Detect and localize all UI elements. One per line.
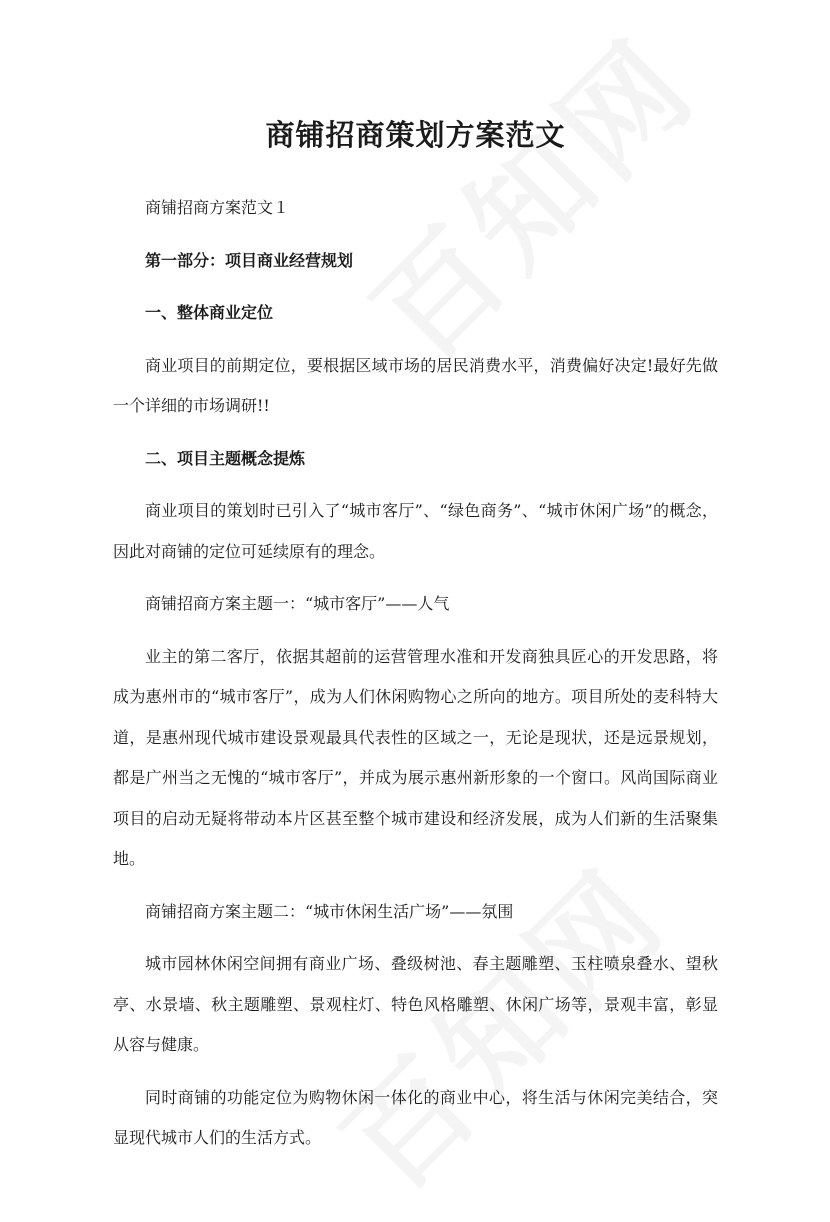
paragraph-theme-one: 商铺招商方案主题一：“城市客厅”——人气 [145,594,450,613]
heading-section-one: 一、整体商业定位 [145,303,274,322]
paragraph-theme-one-body: 业主的第二客厅，依据其超前的运营管理水准和开发商独具匠心的开发思路，将成为惠州市的“城市客厅”，成为人们休闲购物心之所向的地方。项目所处的麦科特大道，是惠州现代城市建设景观最具代表性的区域之一，无论是现状，还是远景规划，都是广州当之无愧的“城市客厅”，并成为展示惠州新形象的一个窗口。风尚国际商业项目的启动无疑将带动本片区甚至整个城市建设和经济发展，成为人们新的生活聚集地。 [113,646,718,868]
heading-section-two: 二、项目主题概念提炼 [145,448,306,468]
paragraph-intro: 商铺招商方案范文１ [145,198,290,217]
heading-part-one: 第一部分：项目商业经营规划 [145,250,354,270]
document-page [113,112,718,1159]
paragraph-function: 同时商铺的功能定位为购物休闲一体化的商业中心，将生活与休闲完美结合，突显现代城市人们的生活方式。 [113,1087,718,1147]
paragraph-positioning: 商业项目的前期定位，要根据区域市场的居民消费水平，消费偏好决定!最好先做一个详细的市场调研!! [113,355,718,415]
document-title: 商铺招商策划方案范文 [265,118,566,152]
paragraph-theme-two: 商铺招商方案主题二：“城市休闲生活广场”——氛围 [145,901,514,921]
paragraph-concept: 商业项目的策划时已引入了“城市客厅”、“绿色商务”、“城市休闲广场”的概念，因此对商铺的定位可延续原有的理念。 [113,501,718,561]
paragraph-theme-two-body: 城市园林休闲空间拥有商业广场、叠级树池、春主题雕塑、玉柱喷泉叠水、望秋亭、水景墙、秋主题雕塑、景观柱灯、特色风格雕塑、休闲广场等，景观丰富，彰显从容与健康。 [113,954,718,1054]
